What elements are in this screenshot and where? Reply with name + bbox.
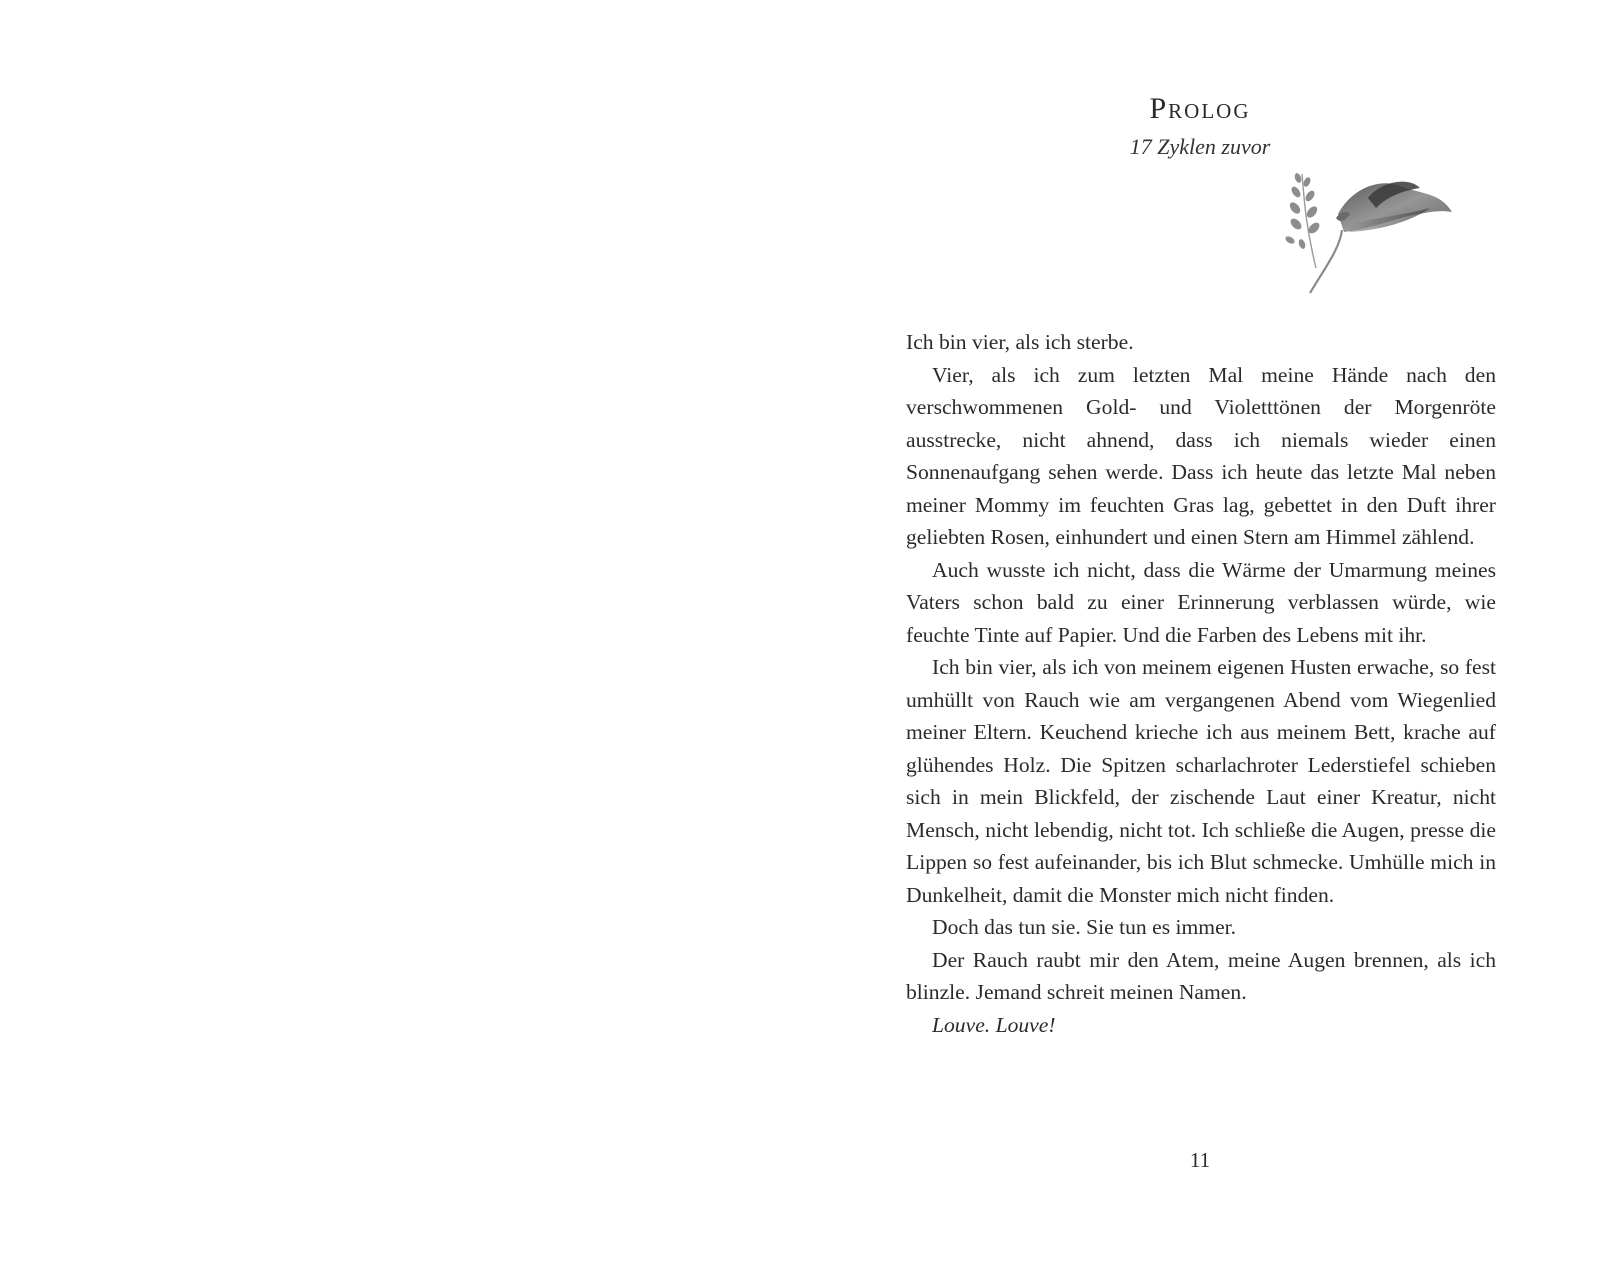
chapter-title: Prolog (1149, 92, 1251, 125)
paragraph: Louve. Louve! (932, 1012, 1056, 1037)
paragraph: Auch wusste ich nicht, dass die Wärme der Umarmung meines Vaters schon bald zu einer Erinnerung verblassen würde, wie feuchte Tinte auf Papier. Und die Farben des Lebens mit ihr. (906, 557, 1496, 647)
page-number: 11 (1189, 1148, 1211, 1172)
paragraph: Ich bin vier, als ich sterbe. (906, 330, 1134, 354)
flower-sprig-icon (1280, 168, 1462, 298)
paragraph: Doch das tun sie. Sie tun es immer. (932, 915, 1237, 939)
paragraph: Vier, als ich zum letzten Mal meine Hände nach den verschwommenen Gold- und Violetttönen der Morgenröte ausstrecke, nicht ahnend, dass ich niemals wieder einen Sonnenaufgang sehen werde. Dass ich heute das letzte Mal neben meiner Mommy im feuchten Gras lag, gebettet in den Duft ihrer geliebten Rosen, einhundert und einen Stern am Himmel zählend. (906, 362, 1496, 549)
paragraph: Der Rauch raubt mir den Atem, meine Augen brennen, als ich blinzle. Jemand schreit meinen Namen. (906, 947, 1496, 1004)
chapter-subtitle: 17 Zyklen zuvor (1129, 134, 1271, 159)
paragraph: Ich bin vier, als ich von meinem eigenen Husten erwache, so fest umhüllt von Rauch wie am vergangenen Abend vom Wiegenlied meiner Eltern. Keuchend krieche ich aus meinem Bett, krache auf glühendes Holz. Die Spitzen scharlachroter Lederstiefel schieben sich in mein Blickfeld, der zischende Laut einer Kreatur, nicht Mensch, nicht lebendig, nicht tot. Ich schließe die Augen, presse die Lippen so fest aufeinander, bis ich Blut schmecke. Umhülle mich in Dunkelheit, damit die Monster mich nicht finden. (906, 655, 1496, 907)
body-text (906, 326, 1496, 1041)
